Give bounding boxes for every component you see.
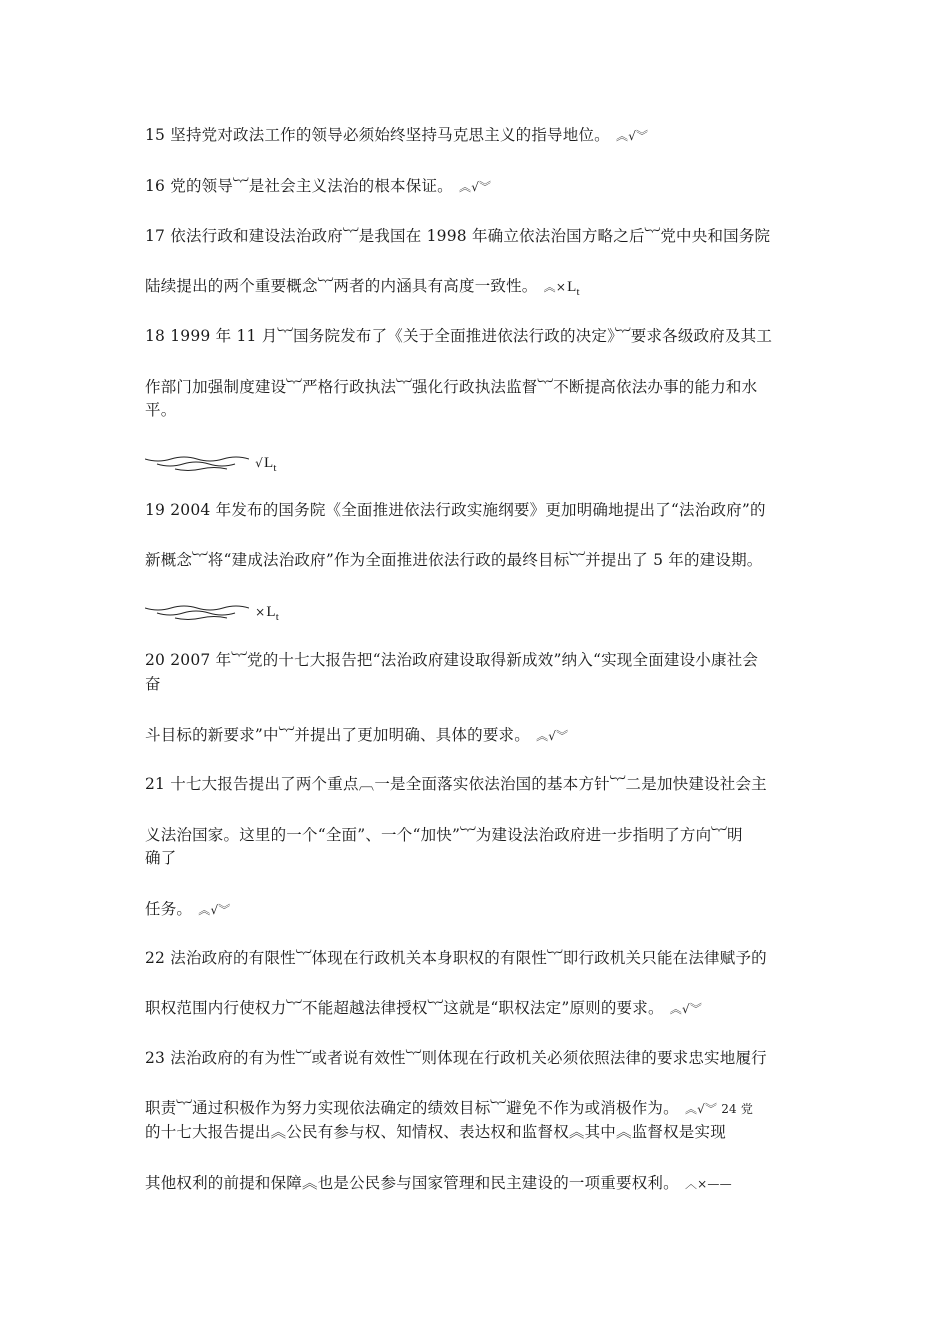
answer-mark: × — [255, 605, 266, 619]
line-18-mark — [145, 451, 277, 479]
line-20b: 奋 — [145, 675, 161, 693]
lt-mark: $L_t$ — [264, 455, 277, 474]
answer-mark: ︽√︾ 24 党 — [684, 1102, 754, 1116]
answer-mark: ︽√︾ — [459, 180, 492, 194]
lt-mark: $L_t$ — [266, 604, 280, 623]
answer-mark: √ — [255, 456, 263, 470]
answer-mark: ︽× — [543, 280, 567, 294]
line-21d: 任务。 ︽√︾ — [145, 898, 232, 921]
line-17a: 17 依法行政和建设法治政府︸是我国在 1998 年确立依法治国方略之后︸党中央和国务院 — [145, 227, 771, 245]
line-21c: 确了 — [145, 849, 177, 867]
answer-mark: ︽√︾ — [198, 903, 231, 917]
line-18a: 18 1999 年 11 月︸国务院发布了《关于全面推进依法行政的决定》︸要求各级政府及其工 — [145, 327, 773, 345]
line-18b: 作部门加强制度建设︸严格行政执法︸强化行政执法监督︸不断提高依法办事的能力和水 — [145, 378, 758, 396]
line-15: 15 坚持党对政法工作的领导必须始终坚持马克思主义的指导地位。 ︽√︾ — [145, 124, 649, 147]
wavy-underline-icon — [145, 454, 249, 472]
line-24a: 的十七大报告提出︽公民有参与权、知情权、表达权和监督权︽其中︽监督权是实现 — [145, 1123, 726, 1141]
line-20c: 斗目标的新要求”中︸并提出了更加明确、具体的要求。 ︽√︾ — [145, 724, 569, 747]
line-24b: 其他权利的前提和保障︽也是公民参与国家管理和民主建设的一项重要权利。 ︿×—— — [145, 1172, 733, 1195]
line-22a: 22 法治政府的有限性︸体现在行政机关本身职权的有限性︸即行政机关只能在法律赋予的 — [145, 949, 767, 967]
answer-mark: ︽√︾ — [536, 729, 569, 743]
line-19-mark — [145, 600, 279, 628]
answer-mark: ︿×—— — [684, 1177, 732, 1191]
line-19a: 19 2004 年发布的国务院《全面推进依法行政实施纲要》更加明确地提出了“法治政府”的 — [145, 501, 766, 519]
line-18c: 平。 — [145, 401, 177, 419]
line-16: 16 党的领导︸是社会主义法治的根本保证。 ︽√︾ — [145, 175, 492, 198]
line-23a: 23 法治政府的有为性︸或者说有效性︸则体现在行政机关必须依照法律的要求忠实地履行 — [145, 1049, 767, 1067]
answer-mark: ︽√︾ — [616, 129, 649, 143]
line-21b: 义法治国家。这里的一个“全面”、一个“加快”︸为建设法治政府进一步指明了方向︸明 — [145, 826, 743, 844]
line-22b: 职权范围内行使权力︸不能超越法律授权︸这就是“职权法定”原则的要求。 ︽√︾ — [145, 997, 703, 1020]
wavy-underline-icon — [145, 603, 249, 621]
line-17b: 陆续提出的两个重要概念︸两者的内涵具有高度一致性。 $︽\times L_t$ — [145, 277, 580, 298]
line-19b: 新概念︸将“建成法治政府”作为全面推进依法行政的最终目标︸并提出了 5 年的建设期。 — [145, 551, 763, 569]
line-20a: 20 2007 年︸党的十七大报告把“法治政府建设取得新成效”纳入“实现全面建设小康社会 — [145, 651, 759, 669]
line-23b: 职责︸通过积极作为努力实现依法确定的绩效目标︸避免不作为或消极作为。 ︽√︾ 24 党 — [145, 1097, 754, 1120]
line-21a: 21 十七大报告提出了两个重点︹一是全面落实依法治国的基本方针︸二是加快建设社会主 — [145, 775, 767, 793]
answer-mark: ︽√︾ — [669, 1002, 703, 1016]
lt-mark: $L_t$ — [567, 279, 580, 298]
